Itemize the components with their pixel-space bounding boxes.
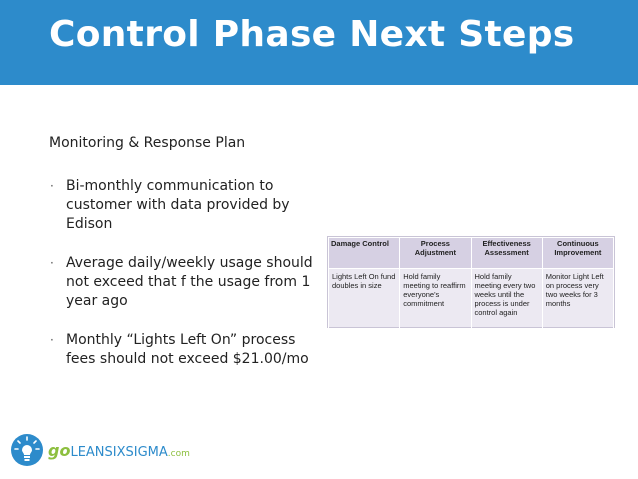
bullet-item [49,331,314,369]
header-damage-control: Damage Control [329,238,400,269]
header-process-adjustment: Process Adjustment [400,238,471,269]
cell-continuous-improvement: Monitor Light Left on process very two weeks for 3 months [542,269,613,330]
bullet-text: Bi-monthly communication to customer with data provided by Edison [66,178,290,232]
table-header-row [329,238,614,269]
bullet-text: Average daily/weekly usage should not exceed that f the usage from 1 year ago [66,255,313,309]
brand-logo [10,432,190,468]
logo-go: go [48,440,71,460]
header-continuous-improvement: Continuous Improvement [542,238,613,269]
bullet-marker: · [50,333,54,347]
title-bar [0,0,638,85]
section-subtitle: Monitoring & Response Plan [49,135,246,151]
response-plan-table [327,236,615,328]
logo-name: LEANSIXSIGMA [70,444,168,460]
bullet-marker: · [50,179,54,193]
cell-damage-control: Lights Left On fund doubles in size [329,269,400,330]
logo-suffix: .com [167,448,190,459]
bullet-item [49,254,314,311]
table-row [329,269,614,330]
plan-table [328,237,614,330]
logo-wordmark [48,441,190,460]
bullet-text: Monthly “Lights Left On” process fees should not exceed $21.00/mo [66,332,309,367]
bullet-list [49,177,314,389]
cell-process-adjustment: Hold family meeting to reaffirm everyone's commitment [400,269,471,330]
lightbulb-icon [10,433,44,467]
cell-effectiveness-assessment: Hold family meeting every two weeks until the process is under control again [471,269,542,330]
bullet-marker: · [50,256,54,270]
page-title: Control Phase Next Steps [49,14,575,55]
bullet-item [49,177,314,234]
header-effectiveness-assessment: Effectiveness Assessment [471,238,542,269]
